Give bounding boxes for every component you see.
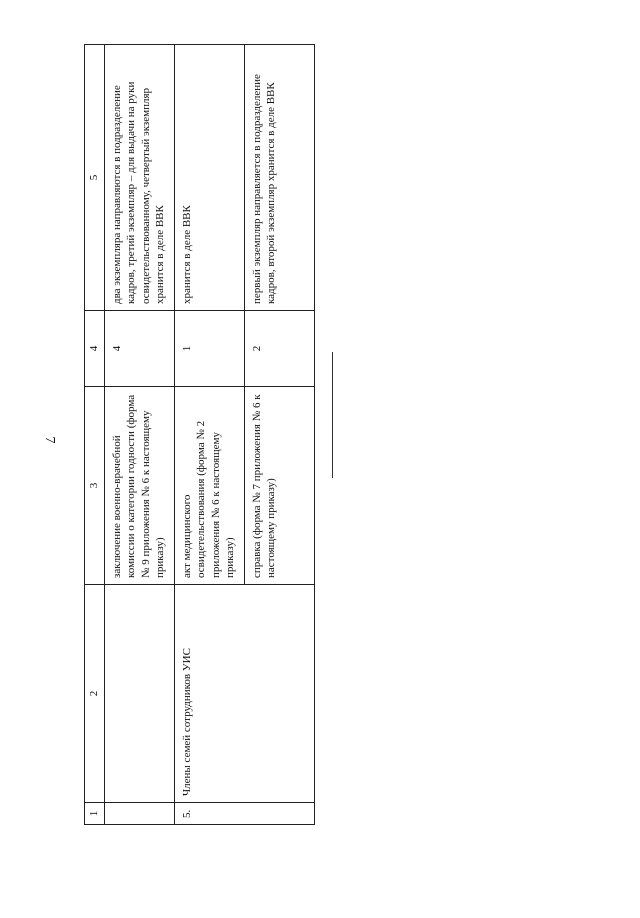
note-cell: первый экземпляр направляется в подразделение кадров, второй экземпляр хранится в деле ВВК	[245, 45, 315, 311]
note-cell: хранится в деле ВВК	[175, 45, 245, 311]
column-header: 5	[85, 45, 105, 311]
quantity-cell: 1	[175, 311, 245, 387]
divider-line	[332, 352, 333, 478]
quantity-cell: 4	[105, 311, 175, 387]
column-header: 2	[85, 585, 105, 803]
row-number-cell: 5.	[175, 803, 315, 825]
page-number: 7	[42, 436, 57, 444]
category-cell: Члены семей сотрудников УИС	[175, 585, 315, 803]
document-cell: заключение военно-врачебной комиссии о категории годности (форма № 9 приложения № 6 к настоящему приказу)	[105, 387, 175, 585]
document-cell: акт медицинского освидетельствования (форма № 2 приложения № 6 к настоящему приказу)	[175, 387, 245, 585]
column-header: 1	[85, 803, 105, 825]
table-header-row	[85, 45, 105, 825]
row-number-cell	[105, 803, 175, 825]
category-cell	[105, 585, 175, 803]
quantity-cell: 2	[245, 311, 315, 387]
table-row	[175, 45, 245, 825]
note-cell: два экземпляра направляются в подразделение кадров, третий экземпляр – для выдачи на руки освидетельствованному, четвертый экземпляр хранится в деле ВВК	[105, 45, 175, 311]
document-table	[84, 44, 315, 825]
table-row	[105, 45, 175, 825]
column-header: 4	[85, 311, 105, 387]
document-cell: справка (форма № 7 приложения № 6 к настоящему приказу)	[245, 387, 315, 585]
document-table-rotated	[84, 44, 315, 825]
column-header: 3	[85, 387, 105, 585]
